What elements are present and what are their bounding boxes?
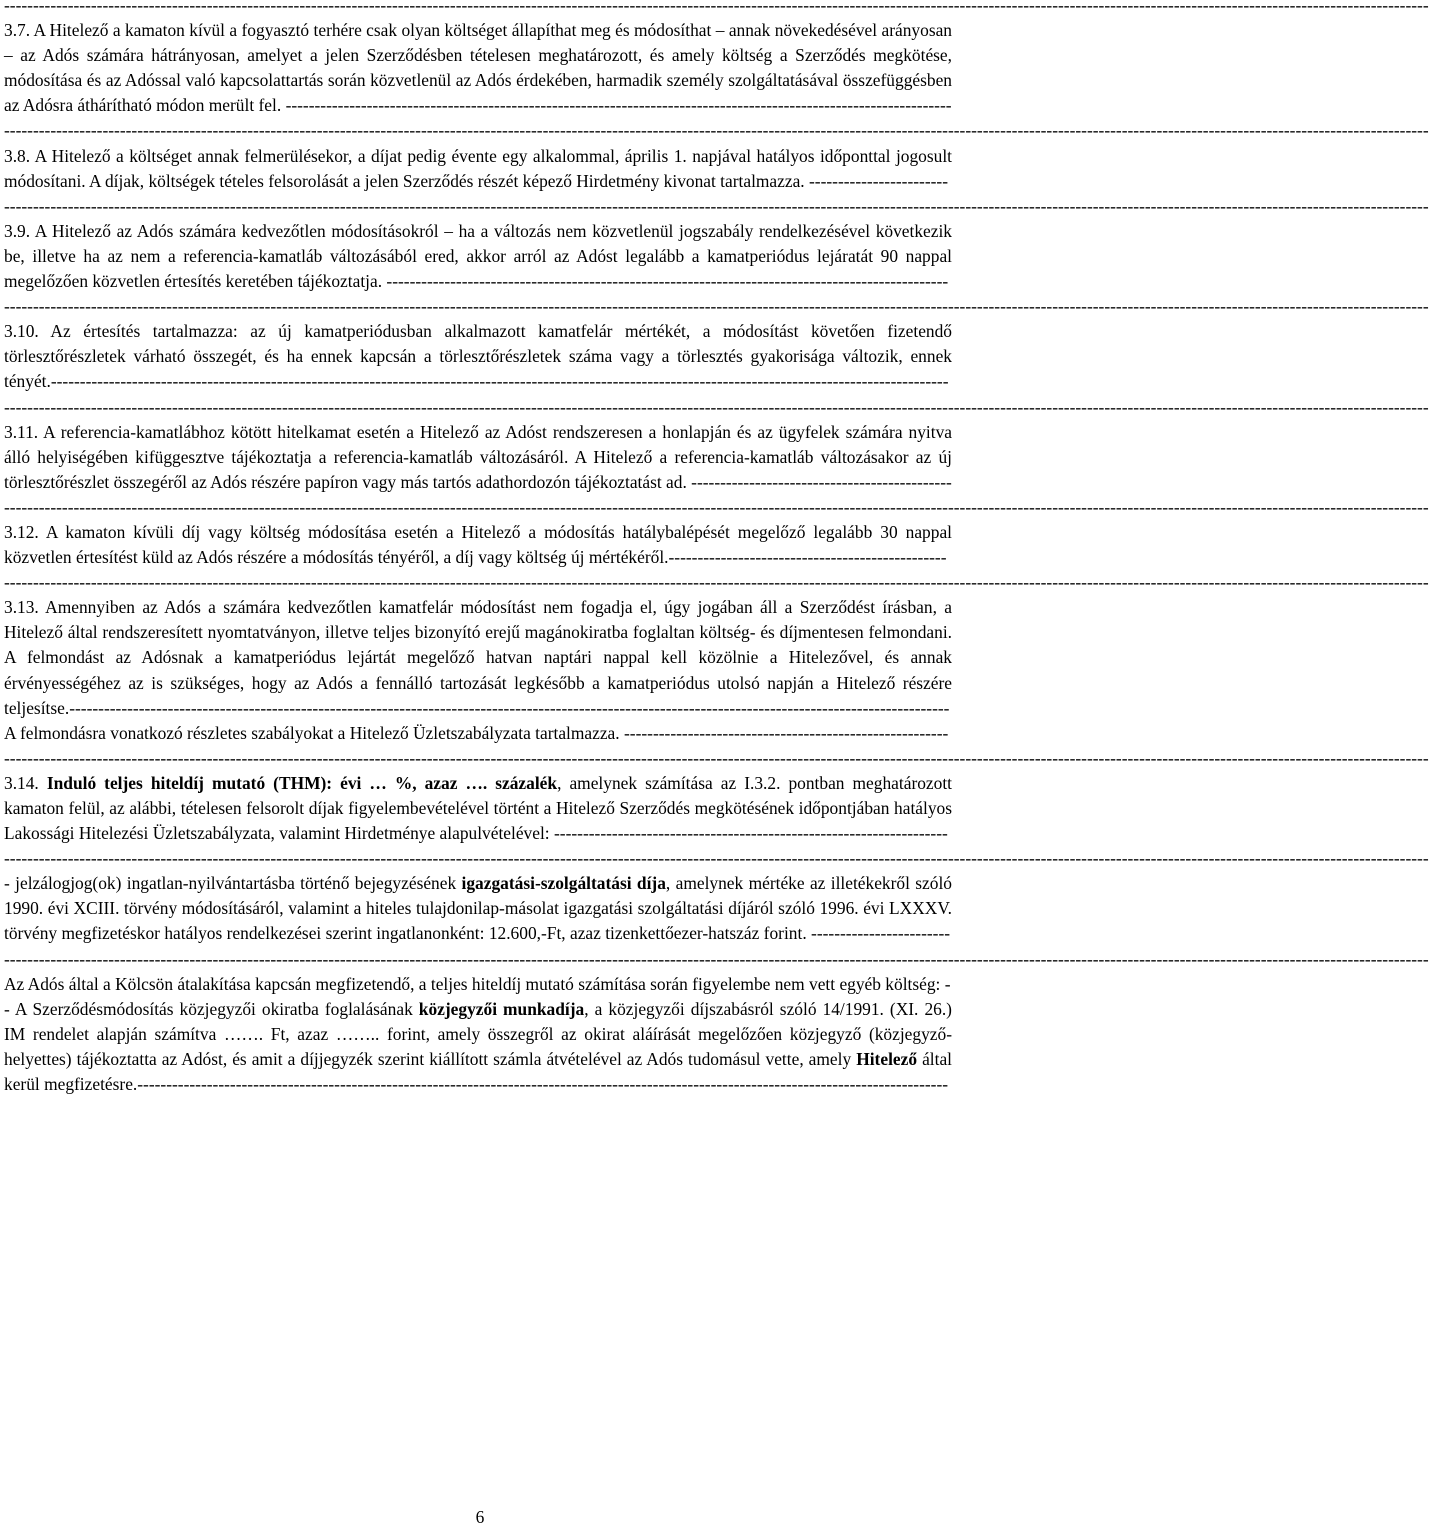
section-number: 3.7. <box>4 20 31 41</box>
dash-filler: ------------------------------------------------ <box>668 547 947 568</box>
dash-filler: ------------------------ <box>809 170 949 191</box>
section-number: 3.11. <box>4 421 39 442</box>
section-3-11 <box>4 420 952 495</box>
section-text: Amennyiben az Adós a számára kedvezőtlen kamatfelár módosítást nem fogadja el, úgy jogában áll a Szerződést írásban, a Hitelező által rendszeresített nyomtatványon, illetve teljes bizonyító erejű magánokiratba foglaltan költség- és díjmentesen felmondani. A felmondást az Adósnak a kamatperiódus lejártát megelőző hatvan naptári nappal kell közölnie a Hitelezővel, és annak érvényességéhez az is szükséges, hogy az Adós a fennálló tartozását legkésőbb a kamatperiódus utolsó napján a Hitelező részére teljesítse. <box>4 597 952 718</box>
section-3-9 <box>4 219 952 294</box>
fee-item-notary <box>4 997 952 1097</box>
dash-filler: - <box>944 973 951 994</box>
fee-text: , amelynek mértéke az illetékekről szóló 1990. évi XCIII. törvény módosításáról, valamint a hiteles tulajdonilap-másolat igazgatási szolgáltatási díjáról szóló 1996. évi LXXXV. törvény megfizetéskor hatályos rendelkezései szerint ingatlanonként: 12.600,-Ft, azaz tizenkettőezer-hatszáz forint. <box>4 873 952 944</box>
dash-separator: ------------------------------------------------------------------------------------------------------------------------------------------------------------------------------------------------------------------------------------------------------ <box>4 747 1429 768</box>
section-text: A felmondásra vonatkozó részletes szabályokat a Hitelező Üzletszabályzata tartalmazza. <box>4 722 620 743</box>
section-3-12 <box>4 520 952 570</box>
fee-name: igazgatási-szolgáltatási díja <box>461 873 666 894</box>
dash-filler: --------------------------------------------- <box>691 471 952 492</box>
section-number: 3.12. <box>4 521 39 542</box>
fee-text: által kerül megfizetésre. <box>4 1048 953 1095</box>
dash-separator: ------------------------------------------------------------------------------------------------------------------------------------------------------------------------------------------------------------------------------------------------------ <box>4 120 1429 141</box>
fee-text: , a közjegyzői díjszabásról szóló 14/1991. (XI. 26.) IM rendelet alapján számítva ……. Ft, azaz …….. forint, amely összegről az okirat aláírását megelőzően közjegyző (közjegyző-helyettes) tájékoztatta az Adóst, és amit a díjjegyzék szerint kiállított számla átvételével az Adós tudomásul vette, amely <box>4 998 952 1069</box>
other-costs-intro <box>4 972 952 997</box>
section-3-14 <box>4 771 952 846</box>
fee-item-registration <box>4 871 952 946</box>
section-3-10 <box>4 319 952 394</box>
section-3-7 <box>4 18 952 118</box>
page-number: 6 <box>475 1507 485 1527</box>
fee-text: - A Szerződésmódosítás közjegyzői okiratba foglalásának <box>4 998 419 1019</box>
thm-heading: Induló teljes hiteldíj mutató (THM): évi … %, azaz …. százalék <box>46 772 558 793</box>
section-3-8 <box>4 144 952 194</box>
dash-filler: ------------------------ <box>811 923 951 944</box>
dash-filler: ------------------------------------------------------------------------------------------------------------------- <box>285 95 952 116</box>
dash-separator: ------------------------------------------------------------------------------------------------------------------------------------------------------------------------------------------------------------------------------------------------------ <box>4 848 1429 869</box>
section-3-13 <box>4 595 952 720</box>
section-3-13-termination-note <box>4 721 952 746</box>
payer-name: Hitelező <box>856 1048 918 1069</box>
section-text: Az Adós által a Kölcsön átalakítása kapcsán megfizetendő, a teljes hiteldíj mutató számítása során figyelembe nem vett egyéb költség: <box>4 973 941 994</box>
section-text: A Hitelező a kamaton kívül a fogyasztó terhére csak olyan költséget állapíthat meg és módosíthat – annak növekedésével arányosan – az Adós számára hátrányosan, amelyet a jelen Szerződésben tételesen meghatározott, és amely költség a Szerződés megkötése, módosítása és az Adóssal való kapcsolattartás során közvetlenül az Adós érdekében, harmadik személy szolgáltatásával összefüggésben az Adósra áthárítható módon merült fel. <box>4 20 952 116</box>
dash-separator: ------------------------------------------------------------------------------------------------------------------------------------------------------------------------------------------------------------------------------------------------------ <box>4 296 1429 317</box>
dash-filler: -------------------------------------------------------- <box>623 722 949 743</box>
section-text: Az értesítés tartalmazza: az új kamatperiódusban alkalmazott kamatfelár mértékét, a módosítást követően fizetendő törlesztőrészletek várható összegét, és ha ennek kapcsán a törlesztőrészletek száma vagy a törlesztés gyakorisága változik, ennek tényét. <box>4 321 952 392</box>
dash-separator: ------------------------------------------------------------------------------------------------------------------------------------------------------------------------------------------------------------------------------------------------------ <box>4 496 1429 517</box>
dash-separator: ------------------------------------------------------------------------------------------------------------------------------------------------------------------------------------------------------------------------------------------------------ <box>4 0 1429 15</box>
dash-filler: -------------------------------------------------------------------- <box>554 823 948 844</box>
dash-separator: ------------------------------------------------------------------------------------------------------------------------------------------------------------------------------------------------------------------------------------------------------ <box>4 195 1429 216</box>
dash-filler: ----------------------------------------------------------------------------------------------------------------------------------------------------------- <box>50 371 949 392</box>
fee-name: közjegyzői munkadíja <box>418 998 585 1019</box>
dash-filler: ------------------------------------------------------------------------------------------------- <box>386 271 949 292</box>
fee-text: - jelzálogjog(ok) ingatlan-nyilvántartásba történő bejegyzésének <box>4 873 462 894</box>
section-number: 3.10. <box>4 321 39 342</box>
section-text: A Hitelező a költséget annak felmerülésekor, a díjat pedig évente egy alkalommal, április 1. napjával hatályos időponttal jogosult módosítani. A díjak, költségek tételes felsorolását a jelen Szerződés részét képező Hirdetmény kivonat tartalmazza. <box>4 145 952 191</box>
dash-filler: -------------------------------------------------------------------------------------------------------------------------------------------------------- <box>69 697 950 718</box>
section-number: 3.13. <box>4 597 39 618</box>
dash-filler: -------------------------------------------------------------------------------------------------------------------------------------------- <box>137 1074 949 1095</box>
dash-separator: ------------------------------------------------------------------------------------------------------------------------------------------------------------------------------------------------------------------------------------------------------ <box>4 572 1429 593</box>
section-number: 3.8. <box>4 145 31 166</box>
document-page <box>4 0 1429 1097</box>
dash-separator: ------------------------------------------------------------------------------------------------------------------------------------------------------------------------------------------------------------------------------------------------------ <box>4 948 1429 969</box>
section-number: 3.14. <box>4 772 39 793</box>
section-text: A Hitelező az Adós számára kedvezőtlen módosításokról – ha a változás nem közvetlenül jogszabály rendelkezésével következik be, illetve ha az nem a referencia-kamatláb változásából ered, akkor arról az Adóst legalább a kamatperiódus lejáratát 90 nappal megelőzően közvetlen értesítés keretében tájékoztatja. <box>4 220 952 292</box>
section-text: , amelynek számítása az I.3.2. pontban meghatározott kamaton felül, az alábbi, tételesen felsorolt díjak figyelembevételével történt a Hitelező Szerződés megkötésének időpontjában hatályos Lakossági Hitelezési Üzletszabályzata, valamint Hirdetménye alapulvételével: <box>4 772 953 844</box>
section-text: A kamaton kívüli díj vagy költség módosítása esetén a Hitelező a módosítás hatálybalépését megelőző legalább 30 nappal közvetlen értesítést küld az Adós részére a módosítás tényéről, a díj vagy költség új mértékéről. <box>4 521 952 568</box>
dash-separator: ------------------------------------------------------------------------------------------------------------------------------------------------------------------------------------------------------------------------------------------------------ <box>4 396 1429 417</box>
section-text: A referencia-kamatlábhoz kötött hitelkamat esetén a Hitelező az Adóst rendszeresen a honlapján és az ügyfelek számára nyitva álló helyiségében kifüggesztve tájékoztatja a referencia-kamatláb változásáról. A Hitelező a referencia-kamatláb változásakor az új törlesztőrészlet összegéről az Adós részére papíron vagy más tartós adathordozón tájékoztatást ad. <box>4 421 953 492</box>
section-number: 3.9. <box>4 220 31 241</box>
